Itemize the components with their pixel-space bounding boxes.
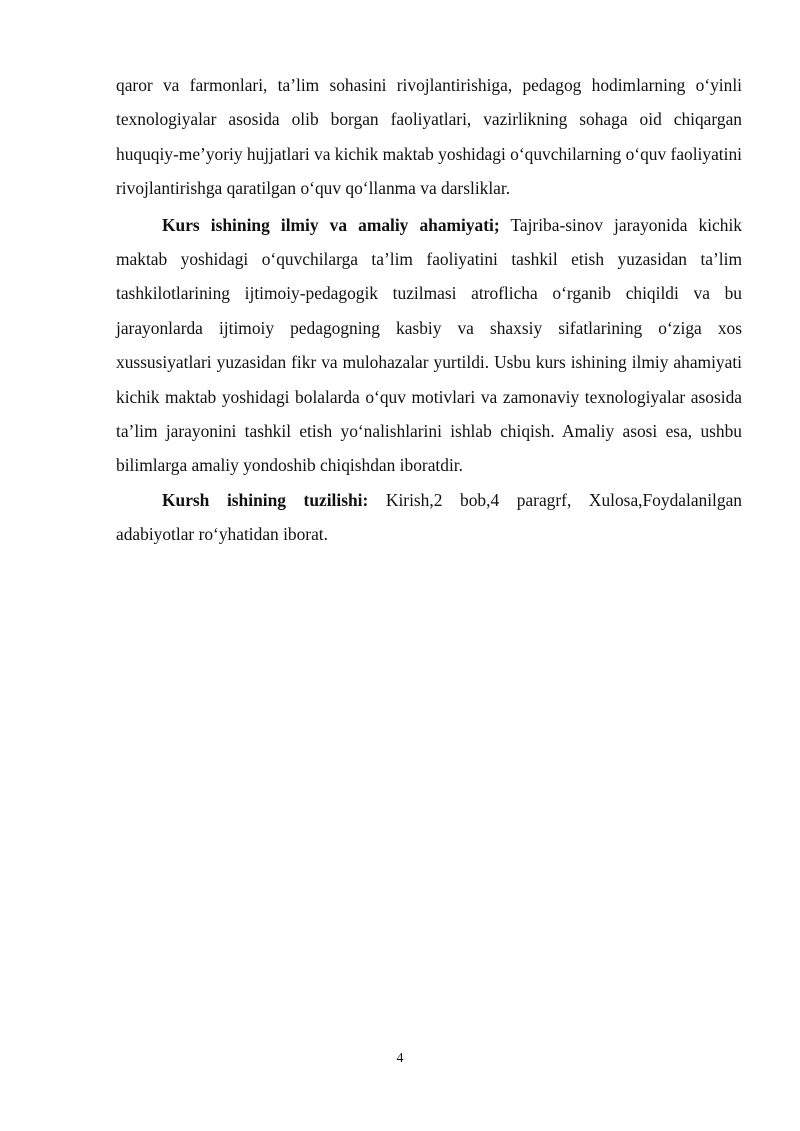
paragraph-intro-continuation	[116, 68, 742, 206]
paragraph-heading: Kursh ishining tuzilishi:	[162, 489, 369, 510]
paragraph-structure	[116, 483, 742, 552]
page-number: 4	[396, 1051, 404, 1066]
paragraph-text: qaror va farmonlari, ta’lim sohasini rivojlantirishiga, pedagog hodimlarning o‘yinli texnologiyalar asosida olib borgan faoliyatlari, vazirlikning sohaga oid chiqargan huquqiy-me’yoriy hujjatlari va kichik maktab yoshidagi o‘quvchilarning o‘quv faoliyatini rivojlantirishga qaratilgan o‘quv qo‘llanma va darsliklar.	[116, 75, 742, 199]
paragraph-text: Tajriba-sinov jarayonida kichik maktab yoshidagi o‘quvchilarga ta’lim faoliyatini tashkil etish yuzasidan ta’lim tashkilotlarining ijtimoiy-pedagogik tuzilmasi atroflicha o‘rganib chiqildi va bu jarayonlarda ijtimoiy pedagogning kasbiy va shaxsiy sifatlarining o‘ziga xos xussusiyatlari yuzasidan fikr va mulohazalar yurtildi. Usbu kurs ishining ilmiy ahamiyati kichik maktab yoshidagi bolalarda o‘quv motivlari va zamonaviy texnologiyalar asosida ta’lim jarayonini tashkil etish yo‘nalishlarini ishlab chiqish. Amaliy asosi esa, ushbu bilimlarga amaliy yondoshib chiqishdan iboratdir.	[116, 214, 743, 476]
paragraph-text: Kirish,2 bob,4 paragrf, Xulosa,Foydalanilgan adabiyotlar ro‘yhatidan iborat.	[116, 489, 743, 545]
paragraph-scientific-practical-significance	[116, 208, 742, 483]
paragraph-heading: Kurs ishining ilmiy va amaliy ahamiyati;	[162, 214, 500, 235]
document-page	[116, 68, 742, 552]
